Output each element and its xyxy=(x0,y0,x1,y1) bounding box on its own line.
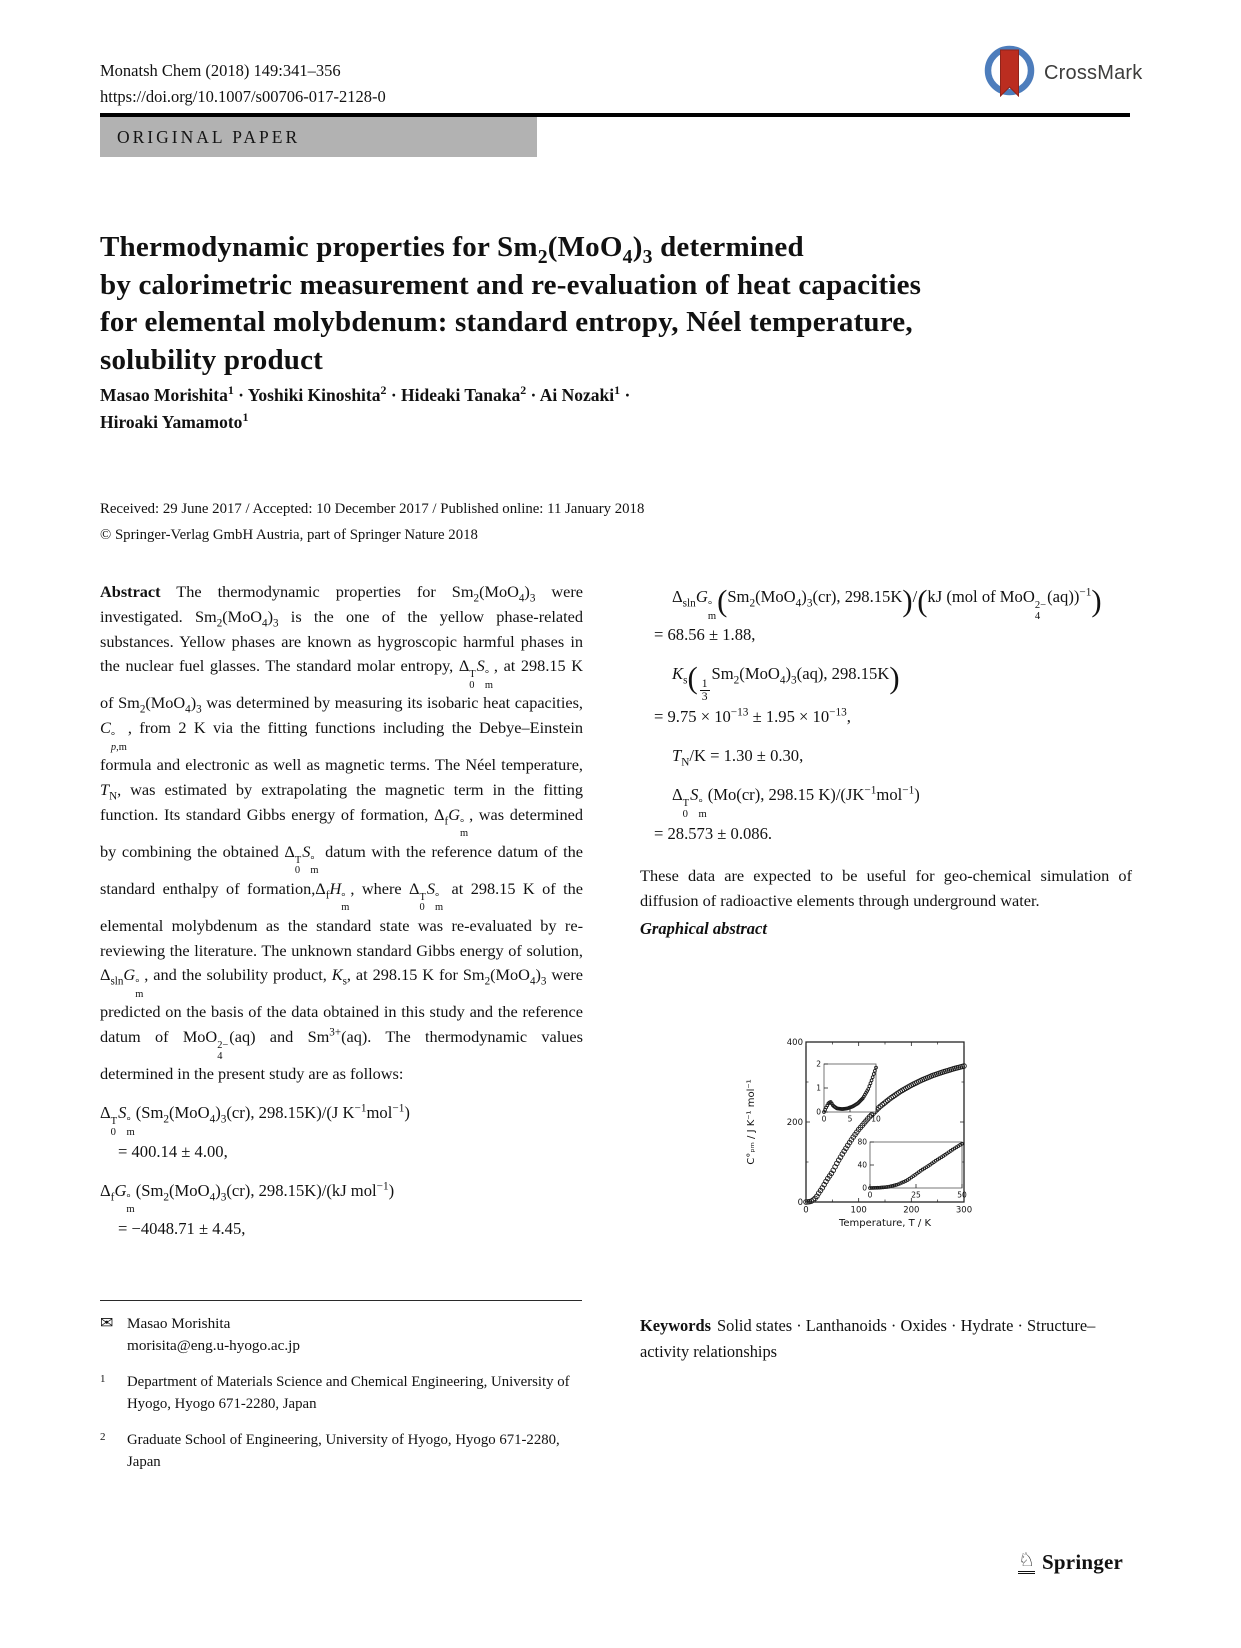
svg-text:0: 0 xyxy=(862,1183,867,1193)
keywords-block xyxy=(640,1313,1132,1365)
closing-paragraph: These data are expected to be useful for geo-chemical simulation of diffusion of radioactive elements through underground water. xyxy=(640,865,1132,910)
corresponding-author-email[interactable]: morisita@eng.u-hyogo.ac.jp xyxy=(127,1337,300,1354)
crossmark-icon xyxy=(983,44,1036,102)
svg-text:0: 0 xyxy=(797,1197,803,1208)
column-left xyxy=(100,580,583,1242)
copyright-line: © Springer-Verlag GmbH Austria, part of Springer Nature 2018 xyxy=(100,527,478,543)
equation-solubility-product: $K_s$( $\frac{1}{3}$ $Sm_2(MoO_4)_3(aq)$, 298.15K) = $9.75 \times 10^{-13} \pm 1.95 \times 10^{-13}$, xyxy=(654,661,900,727)
envelope-icon: ✉ xyxy=(100,1315,114,1332)
graphical-abstract-heading: Graphical abstract xyxy=(640,918,767,938)
affiliation-1-text: Department of Materials Science and Chemical Engineering, University of Hyogo, Hyogo 671-2280, Japan xyxy=(127,1374,570,1412)
svg-text:Temperature, T / K: Temperature, T / K xyxy=(838,1218,932,1229)
corresponding-author-name: Masao Morishita xyxy=(127,1315,231,1332)
section-type-label: ORIGINAL PAPER xyxy=(117,126,301,147)
svg-text:0: 0 xyxy=(867,1190,873,1200)
svg-text:0: 0 xyxy=(816,1107,821,1117)
springer-logo xyxy=(1018,1550,1123,1575)
journal-citation: Monatsh Chem (2018) 149:341–356 xyxy=(100,61,341,80)
svg-text:0: 0 xyxy=(821,1114,827,1124)
keywords-text: Solid states · Lanthanoids · Oxides · Hydrate · Structure–activity relationships xyxy=(640,1316,1096,1361)
svg-text:10: 10 xyxy=(871,1114,881,1124)
affiliation-2 xyxy=(100,1430,582,1473)
received-accepted-line: Received: 29 June 2017 / Accepted: 10 December 2017 / Published online: 11 January 2018 xyxy=(100,501,645,517)
springer-wordmark: Springer xyxy=(1042,1550,1123,1574)
svg-text:0: 0 xyxy=(803,1205,809,1216)
crossmark-badge[interactable] xyxy=(983,44,1142,102)
equation-entropy-mo: Δ T 0 S ° m (Mo(cr), 298.15 $K)/(JK^{-1}mol^{-1})$ = 28.573 ± 0.086. xyxy=(654,784,920,843)
column-right xyxy=(640,584,1132,939)
crossmark-label: CrossMark xyxy=(1044,61,1143,84)
affiliation-1-marker: 1 xyxy=(100,1373,106,1385)
svg-text:40: 40 xyxy=(857,1160,867,1170)
graphical-abstract-chart xyxy=(728,980,1028,1242)
svg-text:100: 100 xyxy=(850,1205,867,1216)
correspondence xyxy=(100,1313,582,1357)
svg-text:25: 25 xyxy=(911,1190,921,1200)
svg-text:200: 200 xyxy=(903,1205,920,1216)
keywords-label: Keywords xyxy=(640,1316,712,1335)
journal-reference-block xyxy=(100,58,386,110)
equation-gibbs-solution: $\Delta_{sln}G$ ° m ($Sm_2(MoO_4)_3(cr)$, 298.15K)/(kJ (mol of MoO 2− 4 (aq))$^{-1}$) = 68.56 ± 1.88, xyxy=(654,584,1102,645)
affiliation-2-marker: 2 xyxy=(100,1431,106,1443)
affiliation-1 xyxy=(100,1372,582,1415)
svg-text:200: 200 xyxy=(786,1117,803,1128)
author-list: Masao Morishita$^1$ · Yoshiki Kinoshita$^2$ · Hideaki Tanaka$^2$ · Ai Nozaki$^1$ · Hiroaki Yamamoto$^1$ xyxy=(100,383,631,432)
springer-knight-icon: ♘ xyxy=(1018,1551,1035,1574)
svg-text:5: 5 xyxy=(847,1114,853,1124)
svg-text:80: 80 xyxy=(857,1137,867,1147)
footnote-block xyxy=(100,1300,582,1473)
svg-text:50: 50 xyxy=(957,1190,967,1200)
equation-neel-temperature: $T_N/K = 1.30 \pm 0.30$, xyxy=(672,746,804,769)
equation-gibbs-formation: $\Delta_fG$ ° m ($Sm_2(MoO_4)_3(cr)$, 298.15K)/(kJ mol$^{-1}$) = −4048.71 ± 4.45, xyxy=(100,1180,395,1239)
doi-link[interactable]: https://doi.org/10.1007/s00706-017-2128-0 xyxy=(100,87,386,106)
abstract-paragraph: Abstract The thermodynamic properties for $Sm_2(MoO_4)_3$ were investigated. $Sm_2(MoO_4)_3$ is the one of the yellow phase-related substances. Yellow phases are known as hygroscopic harmful phases in the nuclear fuel glasses. The standard molar entropy, Δ T 0 S ° m , at 298.15 K of $Sm_2(MoO_4)_3$ was determined by measuring its isobaric heat capacities, C ° p,m , from 2 K via the fitting functions including the Debye–Einstein formula and electronic as well as magnetic terms. The Néel temperature, $T_N$, was estimated by extrapolating the magnetic term in the fitting function. Its standard Gibbs energy of formation, $\Delta_fG$ ° m , was determined by combining the obtained Δ T 0 S ° m datum with the reference datum of the standard enthalpy of $formation,\Delta_fH$ ° m , where Δ T 0 S ° m at 298.15 K of the elemental molybdenum as the standard state was re-evaluated by re-reviewing the literature. The unknown standard Gibbs energy of solution, $\Delta_{sln}G$ ° m , and the solubility product, $K_s$, at 298.15 K for $Sm_2(MoO_4)_3$ were predicted on the basis of the data obtained in this study and the reference datum of MoO 2− 4 (aq) and $Sm^{3+}(aq)$. The thermodynamic values determined in the present study are as follows: xyxy=(100,582,584,1084)
section-type-banner xyxy=(100,117,537,157)
svg-text:2: 2 xyxy=(816,1059,821,1069)
svg-text:400: 400 xyxy=(786,1037,803,1048)
article-title: Thermodynamic properties for $Sm_2(MoO_4)_3$ determined by calorimetric measurement and re-evaluation of heat capacities for elemental molybdenum: standard entropy, Néel temperature, solubility product xyxy=(100,231,922,376)
svg-text:300: 300 xyxy=(955,1205,973,1216)
affiliation-2-text: Graduate School of Engineering, University of Hyogo, Hyogo 671-2280, Japan xyxy=(127,1432,560,1470)
article-history xyxy=(100,496,1000,548)
svg-text:C°ₚₘ / J K⁻¹ mol⁻¹: C°ₚₘ / J K⁻¹ mol⁻¹ xyxy=(746,1079,757,1165)
equation-entropy-sm2moo43: Δ T 0 S ° m ($Sm_2(MoO_4)_3(cr)$, 298.15K)/(J $K^{-1}mol^{-1}$) = 400.14 ± 4.00, xyxy=(100,1102,410,1161)
svg-text:1: 1 xyxy=(816,1083,821,1093)
